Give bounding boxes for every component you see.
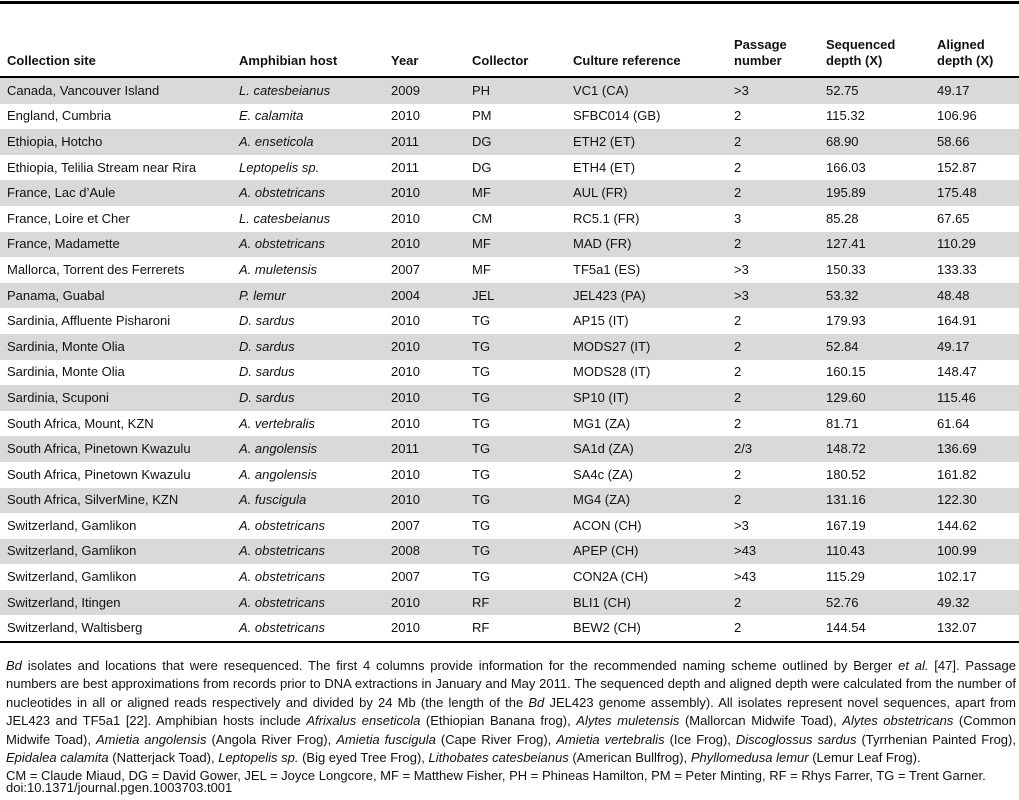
cell-year: 2010 bbox=[391, 313, 420, 329]
table-row bbox=[0, 411, 1019, 437]
cell-collector: TG bbox=[472, 466, 491, 482]
cell-collector: TG bbox=[472, 517, 491, 533]
cell-sequenced-depth: 195.89 bbox=[819, 180, 930, 206]
cell-amphibian-host: A. obstetricans bbox=[232, 615, 384, 642]
table-row bbox=[0, 104, 1019, 130]
cell-passage-number: 2 bbox=[734, 415, 742, 431]
cell-collector: MF bbox=[465, 232, 566, 258]
cell-collection-site: Sardinia, Monte Olia bbox=[0, 334, 232, 360]
cell-sequenced-depth: 166.03 bbox=[826, 159, 866, 175]
cell-year: 2008 bbox=[384, 539, 465, 565]
cell-aligned-depth: 164.91 bbox=[937, 313, 977, 329]
table-row bbox=[0, 488, 1019, 514]
cell-amphibian-host: D. sardus bbox=[232, 385, 384, 411]
cell-collector: TG bbox=[472, 364, 491, 380]
table-header-row bbox=[0, 35, 1019, 77]
cell-year: 2011 bbox=[384, 436, 465, 462]
cell-collector: TG bbox=[465, 539, 566, 565]
cell-amphibian-host: D. sardus bbox=[239, 364, 295, 380]
table-row bbox=[0, 436, 1019, 462]
cell-sequenced-depth: 131.16 bbox=[819, 488, 930, 514]
cell-collection-site: Sardinia, Affluente Pisharoni bbox=[7, 313, 171, 329]
cell-collector: TG bbox=[472, 313, 491, 329]
cell-culture-reference: SA1d (ZA) bbox=[566, 436, 727, 462]
header-sequenced-depth: Sequenced depth (X) bbox=[819, 35, 930, 77]
cell-collection-site: South Africa, Mount, KZN bbox=[7, 415, 154, 431]
cell-year: 2010 bbox=[391, 364, 420, 380]
cell-passage-number: 2 bbox=[734, 159, 742, 175]
cell-culture-reference: AP15 (IT) bbox=[573, 313, 629, 329]
cell-sequenced-depth: 52.75 bbox=[819, 77, 930, 104]
cell-year: 2010 bbox=[391, 466, 420, 482]
cell-passage-number: 2 bbox=[727, 488, 819, 514]
cell-collector: PH bbox=[465, 77, 566, 104]
cell-culture-reference: MG1 (ZA) bbox=[573, 415, 631, 431]
cell-collector: RF bbox=[465, 615, 566, 642]
cell-passage-number: 2/3 bbox=[727, 436, 819, 462]
cell-culture-reference: SA4c (ZA) bbox=[573, 466, 633, 482]
cell-amphibian-host: L. catesbeianus bbox=[239, 210, 331, 226]
cell-passage-number: 2 bbox=[734, 108, 742, 124]
cell-year: 2010 bbox=[384, 334, 465, 360]
cell-sequenced-depth: 115.29 bbox=[826, 569, 865, 585]
cell-amphibian-host: D. sardus bbox=[232, 334, 384, 360]
table-row bbox=[0, 513, 1019, 539]
cell-sequenced-depth: 53.32 bbox=[819, 283, 930, 309]
cell-aligned-depth: 175.48 bbox=[930, 180, 1019, 206]
table-row bbox=[0, 308, 1019, 334]
cell-collector: JEL bbox=[465, 283, 566, 309]
cell-aligned-depth: 133.33 bbox=[937, 261, 977, 277]
cell-culture-reference: BLI1 (CH) bbox=[566, 590, 727, 616]
header-aligned-depth: Aligned depth (X) bbox=[930, 35, 1019, 77]
cell-collection-site: France, Lac d’Aule bbox=[0, 180, 232, 206]
cell-aligned-depth: 144.62 bbox=[937, 517, 977, 533]
cell-sequenced-depth: 160.15 bbox=[826, 364, 866, 380]
cell-passage-number: >3 bbox=[734, 517, 749, 533]
cell-culture-reference: MG4 (ZA) bbox=[566, 488, 727, 514]
cell-collection-site: Switzerland, Waltisberg bbox=[0, 615, 232, 642]
cell-passage-number: 2 bbox=[727, 385, 819, 411]
header-amphibian-host: Amphibian host bbox=[232, 35, 384, 77]
cell-passage-number: >3 bbox=[727, 77, 819, 104]
cell-aligned-depth: 48.48 bbox=[930, 283, 1019, 309]
cell-aligned-depth: 58.66 bbox=[930, 129, 1019, 155]
cell-collection-site: Ethiopia, Telilia Stream near Rira bbox=[7, 159, 197, 175]
table-row bbox=[0, 385, 1019, 411]
cell-culture-reference: ACON (CH) bbox=[573, 517, 642, 533]
cell-year: 2010 bbox=[384, 180, 465, 206]
table-row bbox=[0, 334, 1019, 360]
cell-collector: MF bbox=[465, 180, 566, 206]
cell-collection-site: Ethiopia, Hotcho bbox=[0, 129, 232, 155]
cell-sequenced-depth: 85.28 bbox=[826, 210, 859, 226]
cell-sequenced-depth: 127.41 bbox=[819, 232, 930, 258]
table-row bbox=[0, 564, 1019, 590]
cell-year: 2010 bbox=[384, 488, 465, 514]
table-row bbox=[0, 283, 1019, 309]
cell-culture-reference: APEP (CH) bbox=[566, 539, 727, 565]
cell-culture-reference: SFBC014 (GB) bbox=[573, 108, 661, 124]
cell-amphibian-host: A. fuscigula bbox=[232, 488, 384, 514]
cell-collection-site: Sardinia, Scuponi bbox=[0, 385, 232, 411]
cell-amphibian-host: A. enseticola bbox=[232, 129, 384, 155]
cell-collection-site: South Africa, Pinetown Kwazulu bbox=[0, 436, 232, 462]
table-row bbox=[0, 615, 1019, 642]
cell-culture-reference: BEW2 (CH) bbox=[566, 615, 727, 642]
cell-collection-site: Switzerland, Gamlikon bbox=[0, 539, 232, 565]
cell-year: 2010 bbox=[391, 108, 420, 124]
cell-year: 2010 bbox=[384, 232, 465, 258]
cell-culture-reference: ETH2 (ET) bbox=[566, 129, 727, 155]
cell-culture-reference: CON2A (CH) bbox=[573, 569, 649, 585]
cell-sequenced-depth: 52.84 bbox=[819, 334, 930, 360]
cell-aligned-depth: 132.07 bbox=[930, 615, 1019, 642]
cell-year: 2004 bbox=[384, 283, 465, 309]
isolates-table bbox=[0, 35, 1019, 643]
cell-aligned-depth: 49.32 bbox=[930, 590, 1019, 616]
table-footnote: Bd isolates and locations that were resequenced. The first 4 columns provide information for the recommended naming scheme outlined by Berger et al. [47]. Passage numbers are best approximations from records prior to DNA extractions in January and May 2011. The sequenced depth and aligned depth were calculated from the number of nucleotides in all or aligned reads respectively and divided by 24 Mb (the length of the Bd JEL423 genome assembly). All isolates represent novel sequences, apart from JEL423 and TF5a1 [22]. Amphibian hosts include Afrixalus enseticola (Ethiopian Banana frog), Alytes muletensis (Mallorcan Midwife Toad), Alytes obstetricans (Common Midwife Toad), Amietia angolensis (Angola River Frog), Amietia fuscigula (Cape River Frog), Amietia vertebralis (Ice Frog), Discoglossus sardus (Tyrrhenian Painted Frog), Epidalea calamita (Natterjack Toad), Leptopelis sp. (Big eyed Tree Frog), Lithobates catesbeianus (American Bullfrog), Phyllomedusa lemur (Lemur Leaf Frog). CM = Claude Miaud, DG = David Gower, JEL = Joyce Longcore, MF = Matthew Fisher, PH = Phineas Hamilton, PM = Peter Minting, RF = Rhys Farrer, TG = Trent Garner. bbox=[6, 658, 1017, 784]
cell-amphibian-host: A. angolensis bbox=[232, 436, 384, 462]
cell-amphibian-host: A. obstetricans bbox=[239, 517, 325, 533]
cell-amphibian-host: A. obstetricans bbox=[232, 539, 384, 565]
table-row bbox=[0, 257, 1019, 283]
cell-aligned-depth: 106.96 bbox=[937, 108, 977, 124]
table-row bbox=[0, 206, 1019, 232]
cell-amphibian-host: P. lemur bbox=[232, 283, 384, 309]
cell-amphibian-host: D. sardus bbox=[239, 313, 295, 329]
cell-year: 2007 bbox=[391, 261, 420, 277]
cell-aligned-depth: 136.69 bbox=[930, 436, 1019, 462]
cell-sequenced-depth: 110.43 bbox=[819, 539, 930, 565]
cell-year: 2011 bbox=[391, 159, 419, 175]
cell-sequenced-depth: 179.93 bbox=[826, 313, 866, 329]
cell-culture-reference: RC5.1 (FR) bbox=[573, 210, 640, 226]
cell-amphibian-host: A. angolensis bbox=[239, 466, 318, 482]
cell-collector: TG bbox=[472, 415, 491, 431]
cell-sequenced-depth: 115.32 bbox=[826, 108, 865, 124]
cell-collector: TG bbox=[465, 385, 566, 411]
cell-passage-number: 2 bbox=[734, 313, 742, 329]
cell-sequenced-depth: 148.72 bbox=[819, 436, 930, 462]
cell-year: 2009 bbox=[384, 77, 465, 104]
table-row bbox=[0, 590, 1019, 616]
header-year: Year bbox=[384, 35, 465, 77]
cell-passage-number: 2 bbox=[727, 180, 819, 206]
cell-aligned-depth: 49.17 bbox=[930, 334, 1019, 360]
cell-amphibian-host: A. obstetricans bbox=[232, 232, 384, 258]
cell-sequenced-depth: 81.71 bbox=[826, 415, 859, 431]
table-row bbox=[0, 539, 1019, 565]
table-row bbox=[0, 180, 1019, 206]
cell-passage-number: 2 bbox=[734, 364, 742, 380]
cell-year: 2011 bbox=[384, 129, 465, 155]
cell-collection-site: Sardinia, Monte Olia bbox=[7, 364, 125, 380]
cell-year: 2007 bbox=[391, 569, 420, 585]
table-row bbox=[0, 360, 1019, 386]
cell-culture-reference: MODS27 (IT) bbox=[566, 334, 727, 360]
cell-passage-number: >3 bbox=[727, 283, 819, 309]
table-row bbox=[0, 129, 1019, 155]
cell-sequenced-depth: 68.90 bbox=[819, 129, 930, 155]
table-row bbox=[0, 462, 1019, 488]
cell-year: 2010 bbox=[391, 210, 420, 226]
cell-sequenced-depth: 167.19 bbox=[826, 517, 866, 533]
cell-year: 2007 bbox=[391, 517, 420, 533]
cell-collection-site: Switzerland, Gamlikon bbox=[7, 569, 137, 585]
cell-year: 2010 bbox=[384, 615, 465, 642]
cell-collection-site: Switzerland, Gamlikon bbox=[7, 517, 137, 533]
cell-culture-reference: TF5a1 (ES) bbox=[573, 261, 641, 277]
table-row bbox=[0, 77, 1019, 104]
cell-culture-reference: SP10 (IT) bbox=[566, 385, 727, 411]
cell-passage-number: >43 bbox=[734, 569, 757, 585]
top-rule bbox=[0, 1, 1019, 4]
header-collector: Collector bbox=[465, 35, 566, 77]
cell-year: 2010 bbox=[384, 385, 465, 411]
cell-collector: MF bbox=[472, 261, 491, 277]
table-body bbox=[0, 77, 1019, 642]
cell-aligned-depth: 61.64 bbox=[937, 415, 970, 431]
cell-sequenced-depth: 129.60 bbox=[819, 385, 930, 411]
table-row bbox=[0, 155, 1019, 181]
cell-collection-site: Canada, Vancouver Island bbox=[0, 77, 232, 104]
cell-sequenced-depth: 150.33 bbox=[826, 261, 866, 277]
cell-amphibian-host: A. obstetricans bbox=[232, 590, 384, 616]
cell-culture-reference: ETH4 (ET) bbox=[573, 159, 636, 175]
cell-amphibian-host: L. catesbeianus bbox=[232, 77, 384, 104]
cell-amphibian-host: A. vertebralis bbox=[239, 415, 315, 431]
cell-passage-number: >3 bbox=[734, 261, 749, 277]
cell-aligned-depth: 152.87 bbox=[937, 159, 977, 175]
cell-collection-site: South Africa, Pinetown Kwazulu bbox=[7, 466, 191, 482]
cell-collection-site: Switzerland, Itingen bbox=[0, 590, 232, 616]
cell-aligned-depth: 161.82 bbox=[937, 466, 977, 482]
cell-passage-number: 2 bbox=[727, 334, 819, 360]
cell-collector: DG bbox=[472, 159, 492, 175]
cell-passage-number: 2 bbox=[734, 466, 742, 482]
cell-aligned-depth: 148.47 bbox=[937, 364, 977, 380]
cell-aligned-depth: 102.17 bbox=[937, 569, 977, 585]
cell-collection-site: South Africa, SilverMine, KZN bbox=[0, 488, 232, 514]
cell-collection-site: Mallorca, Torrent des Ferrerets bbox=[7, 261, 185, 277]
cell-aligned-depth: 49.17 bbox=[930, 77, 1019, 104]
cell-collector: DG bbox=[465, 129, 566, 155]
cell-culture-reference: MAD (FR) bbox=[566, 232, 727, 258]
header-passage-number: Passage number bbox=[727, 35, 819, 77]
cell-collection-site: France, Madamette bbox=[0, 232, 232, 258]
cell-aligned-depth: 110.29 bbox=[930, 232, 1019, 258]
cell-collection-site: Panama, Guabal bbox=[0, 283, 232, 309]
cell-collection-site: England, Cumbria bbox=[7, 108, 112, 124]
cell-sequenced-depth: 52.76 bbox=[819, 590, 930, 616]
cell-aligned-depth: 122.30 bbox=[930, 488, 1019, 514]
cell-passage-number: 2 bbox=[727, 590, 819, 616]
cell-amphibian-host: A. muletensis bbox=[239, 261, 318, 277]
cell-sequenced-depth: 144.54 bbox=[819, 615, 930, 642]
collector-key: CM = Claude Miaud, DG = David Gower, JEL = Joyce Longcore, MF = Matthew Fisher, PH = Phineas Hamilton, PM = Peter Minting, RF = Rhys Farrer, TG = Trent Garner. bbox=[6, 768, 986, 784]
table-row bbox=[0, 232, 1019, 258]
cell-passage-number: >43 bbox=[727, 539, 819, 565]
cell-amphibian-host: A. obstetricans bbox=[239, 569, 325, 585]
cell-aligned-depth: 100.99 bbox=[930, 539, 1019, 565]
cell-amphibian-host: A. obstetricans bbox=[232, 180, 384, 206]
cell-collection-site: France, Loire et Cher bbox=[7, 210, 130, 226]
header-collection-site: Collection site bbox=[0, 35, 232, 77]
cell-collector: TG bbox=[472, 569, 491, 585]
cell-culture-reference: AUL (FR) bbox=[566, 180, 727, 206]
cell-aligned-depth: 115.46 bbox=[930, 385, 1019, 411]
cell-culture-reference: VC1 (CA) bbox=[566, 77, 727, 104]
cell-passage-number: 2 bbox=[727, 615, 819, 642]
cell-passage-number: 2 bbox=[727, 129, 819, 155]
cell-collector: TG bbox=[465, 488, 566, 514]
cell-amphibian-host: E. calamita bbox=[239, 108, 304, 124]
cell-collector: TG bbox=[465, 334, 566, 360]
cell-culture-reference: JEL423 (PA) bbox=[566, 283, 727, 309]
cell-collector: RF bbox=[465, 590, 566, 616]
cell-passage-number: 2 bbox=[727, 232, 819, 258]
cell-year: 2010 bbox=[384, 590, 465, 616]
doi-line: doi:10.1371/journal.pgen.1003703.t001 bbox=[6, 780, 233, 795]
cell-aligned-depth: 67.65 bbox=[937, 210, 970, 226]
cell-collector: CM bbox=[472, 210, 493, 226]
cell-collector: PM bbox=[472, 108, 492, 124]
cell-amphibian-host: Leptopelis sp. bbox=[239, 159, 320, 175]
header-culture-reference: Culture reference bbox=[566, 35, 727, 77]
cell-year: 2010 bbox=[391, 415, 420, 431]
cell-sequenced-depth: 180.52 bbox=[826, 466, 866, 482]
cell-culture-reference: MODS28 (IT) bbox=[573, 364, 651, 380]
cell-collector: TG bbox=[465, 436, 566, 462]
cell-passage-number: 3 bbox=[734, 210, 742, 226]
